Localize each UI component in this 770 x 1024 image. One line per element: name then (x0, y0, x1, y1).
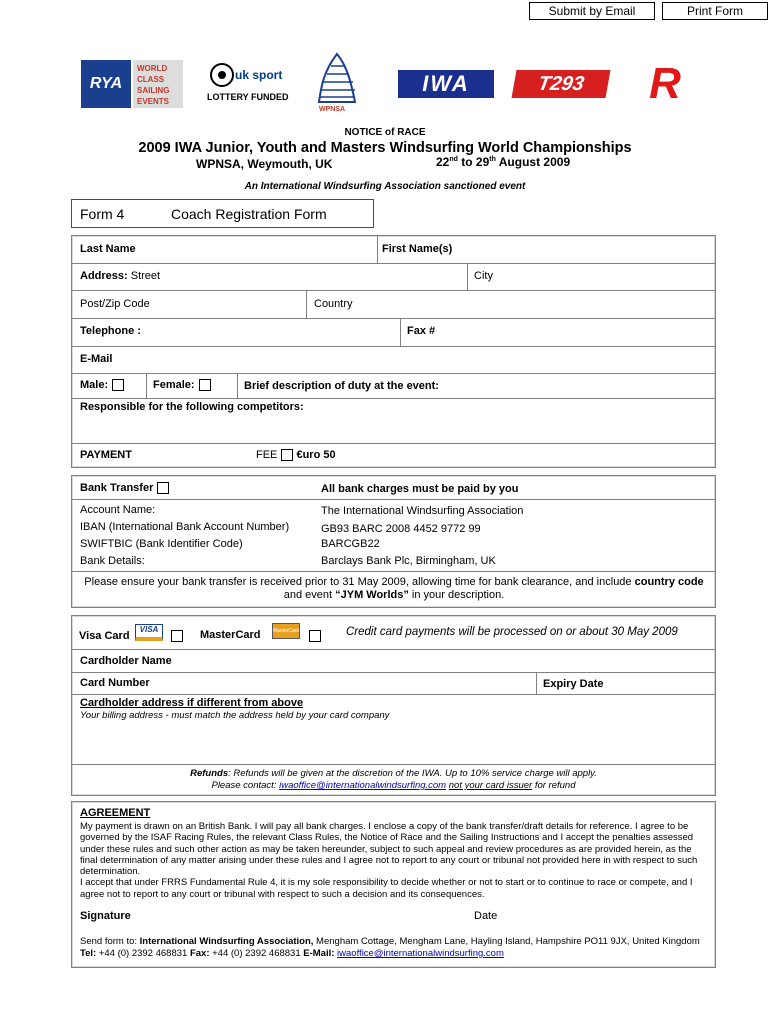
mastercard-label: MasterCard (200, 629, 261, 641)
signature-field[interactable]: Signature (80, 910, 131, 922)
agreement-text: My payment is drawn on an British Bank. I will pay all bank charges. I enclose a copy of the bank transfer/draft details for reference. I agree to be governed by the ISAF Racing Rules, the relevant Class Rules, the Notice of Race and the Sailing Instructions and I accept the penalties assessed under these rules and such other action as may be taken hereunder, subject to such appeal and review procedures as are provided herein, as the final determination of any matter arising under these rules and I agree not to report to any court or tribunal not provided here in with respect to such determination. I accept that under FRRS Fundamental Rule 4, it is my sole responsibility to decide whether or not to start or to continue to race or compete, and I agree not to report to any court or tribunal with respect to such a decision and its consequences. (80, 821, 698, 900)
personal-details-section (71, 235, 716, 468)
last-name-field[interactable]: Last Name (80, 243, 136, 255)
cardholder-address-field[interactable]: Cardholder address if different from above (80, 697, 304, 709)
postcode-field[interactable]: Post/Zip Code (80, 298, 150, 310)
swift-value: BARCGB22 (321, 538, 380, 550)
bank-transfer-checkbox-box[interactable] (157, 482, 169, 494)
form-number: Form 4 (80, 206, 125, 222)
iwa-logo: IWA (398, 70, 494, 98)
telephone-field[interactable]: Telephone : (80, 325, 141, 337)
bank-details-label: Bank Details: (80, 555, 145, 567)
fee-checkbox-box[interactable] (281, 449, 293, 461)
lottery-hands-icon (207, 62, 237, 88)
bank-transfer-checkbox[interactable]: Bank Transfer (80, 482, 169, 494)
iwa-email-link[interactable]: iwaoffice@internationalwindsurfing.com (337, 948, 504, 959)
fax-field[interactable]: Fax # (407, 325, 436, 337)
bank-charges-note: All bank charges must be paid by you (321, 483, 519, 495)
refunds-note: Refunds: Refunds will be given at the discretion of the IWA. Up to 10% service charge will apply. (190, 768, 597, 779)
page-title: 2009 IWA Junior, Youth and Masters Windsurfing World Championships (138, 140, 632, 156)
send-form-address: Send form to: International Windsurfing Association, Mengham Cottage, Mengham Lane, Hayling Island, Hampshire PO11 9JX, United Kingdom Tel: +44 (0) 2392 468831 Fax: +44 (0) 2392 468831 E-Mail: iwaoffice@internationalwindsurfing.com (80, 936, 700, 959)
country-field[interactable]: Country (314, 298, 353, 310)
visa-label: Visa Card (79, 630, 130, 642)
iban-label: IBAN (International Bank Account Number) (80, 521, 290, 533)
agreement-title: AGREEMENT (80, 807, 151, 819)
city-field[interactable]: City (474, 270, 493, 282)
duty-field[interactable]: Brief description of duty at the event: (244, 380, 439, 392)
form-name: Coach Registration Form (171, 206, 327, 222)
email-field[interactable]: E-Mail (80, 353, 113, 365)
first-names-field[interactable]: First Name(s) (382, 243, 453, 255)
wpnsa-logo: WPNSA (315, 52, 359, 116)
visa-checkbox[interactable] (171, 630, 183, 642)
mastercard-logo-icon: MasterCard (272, 623, 300, 639)
world-class-logo: WORLD CLASS SAILING EVENTS (133, 60, 183, 108)
bank-transfer-note: Please ensure your bank transfer is received prior to 31 May 2009, allowing time for bank clearance, and include country code and event “JYM Worlds” in your description. (84, 576, 704, 601)
account-name-value: The International Windsurfing Association (321, 505, 524, 517)
submit-by-email-button[interactable]: Submit by Email (529, 2, 655, 20)
account-name-label: Account Name: (80, 504, 156, 516)
female-checkbox-box[interactable] (199, 379, 211, 391)
cardholder-name-field[interactable]: Cardholder Name (80, 655, 172, 667)
refund-contact: Please contact: iwaoffice@internationalwindsurfing.com not your card issuer for refund (211, 780, 576, 791)
female-checkbox[interactable]: Female: (153, 379, 211, 391)
notice-of-race: NOTICE of RACE (344, 127, 426, 138)
male-checkbox[interactable]: Male: (80, 379, 124, 391)
male-checkbox-box[interactable] (112, 379, 124, 391)
street-field[interactable]: Address: Street (80, 270, 161, 282)
r-logo: R (649, 59, 681, 108)
card-number-field[interactable]: Card Number (80, 677, 150, 689)
uk-sport-logo: uk sport LOTTERY FUNDED (205, 62, 295, 106)
event-dates: 22nd to 29th August 2009 (436, 155, 571, 169)
expiry-date-field[interactable]: Expiry Date (543, 678, 604, 690)
t293-logo: T293 (512, 70, 611, 98)
swift-label: SWIFTBIC (Bank Identifier Code) (80, 538, 243, 550)
card-processing-note: Credit card payments will be processed on or about 30 May 2009 (346, 626, 678, 638)
billing-address-note: Your billing address - must match the address held by your card company (80, 710, 390, 721)
fee-checkbox[interactable]: FEE €uro 50 (256, 449, 336, 461)
date-field[interactable]: Date (474, 910, 498, 922)
bank-details-value: Barclays Bank Plc, Birmingham, UK (321, 555, 496, 567)
form-title-box (71, 199, 374, 228)
print-form-button[interactable]: Print Form (662, 2, 768, 20)
visa-logo-icon: VISA (135, 624, 163, 641)
iban-value: GB93 BARC 2008 4452 9772 99 (321, 523, 481, 535)
refund-email-link[interactable]: iwaoffice@internationalwindsurfing.com (279, 780, 447, 791)
responsible-field[interactable]: Responsible for the following competitors: (80, 401, 304, 413)
rya-logo: RYA (81, 60, 131, 108)
payment-label: PAYMENT (80, 449, 132, 461)
venue: WPNSA, Weymouth, UK (196, 157, 333, 171)
wpnsa-sail-icon (315, 52, 359, 104)
sanctioned-note: An International Windsurfing Association sanctioned event (244, 181, 526, 192)
mastercard-checkbox[interactable] (309, 630, 321, 642)
